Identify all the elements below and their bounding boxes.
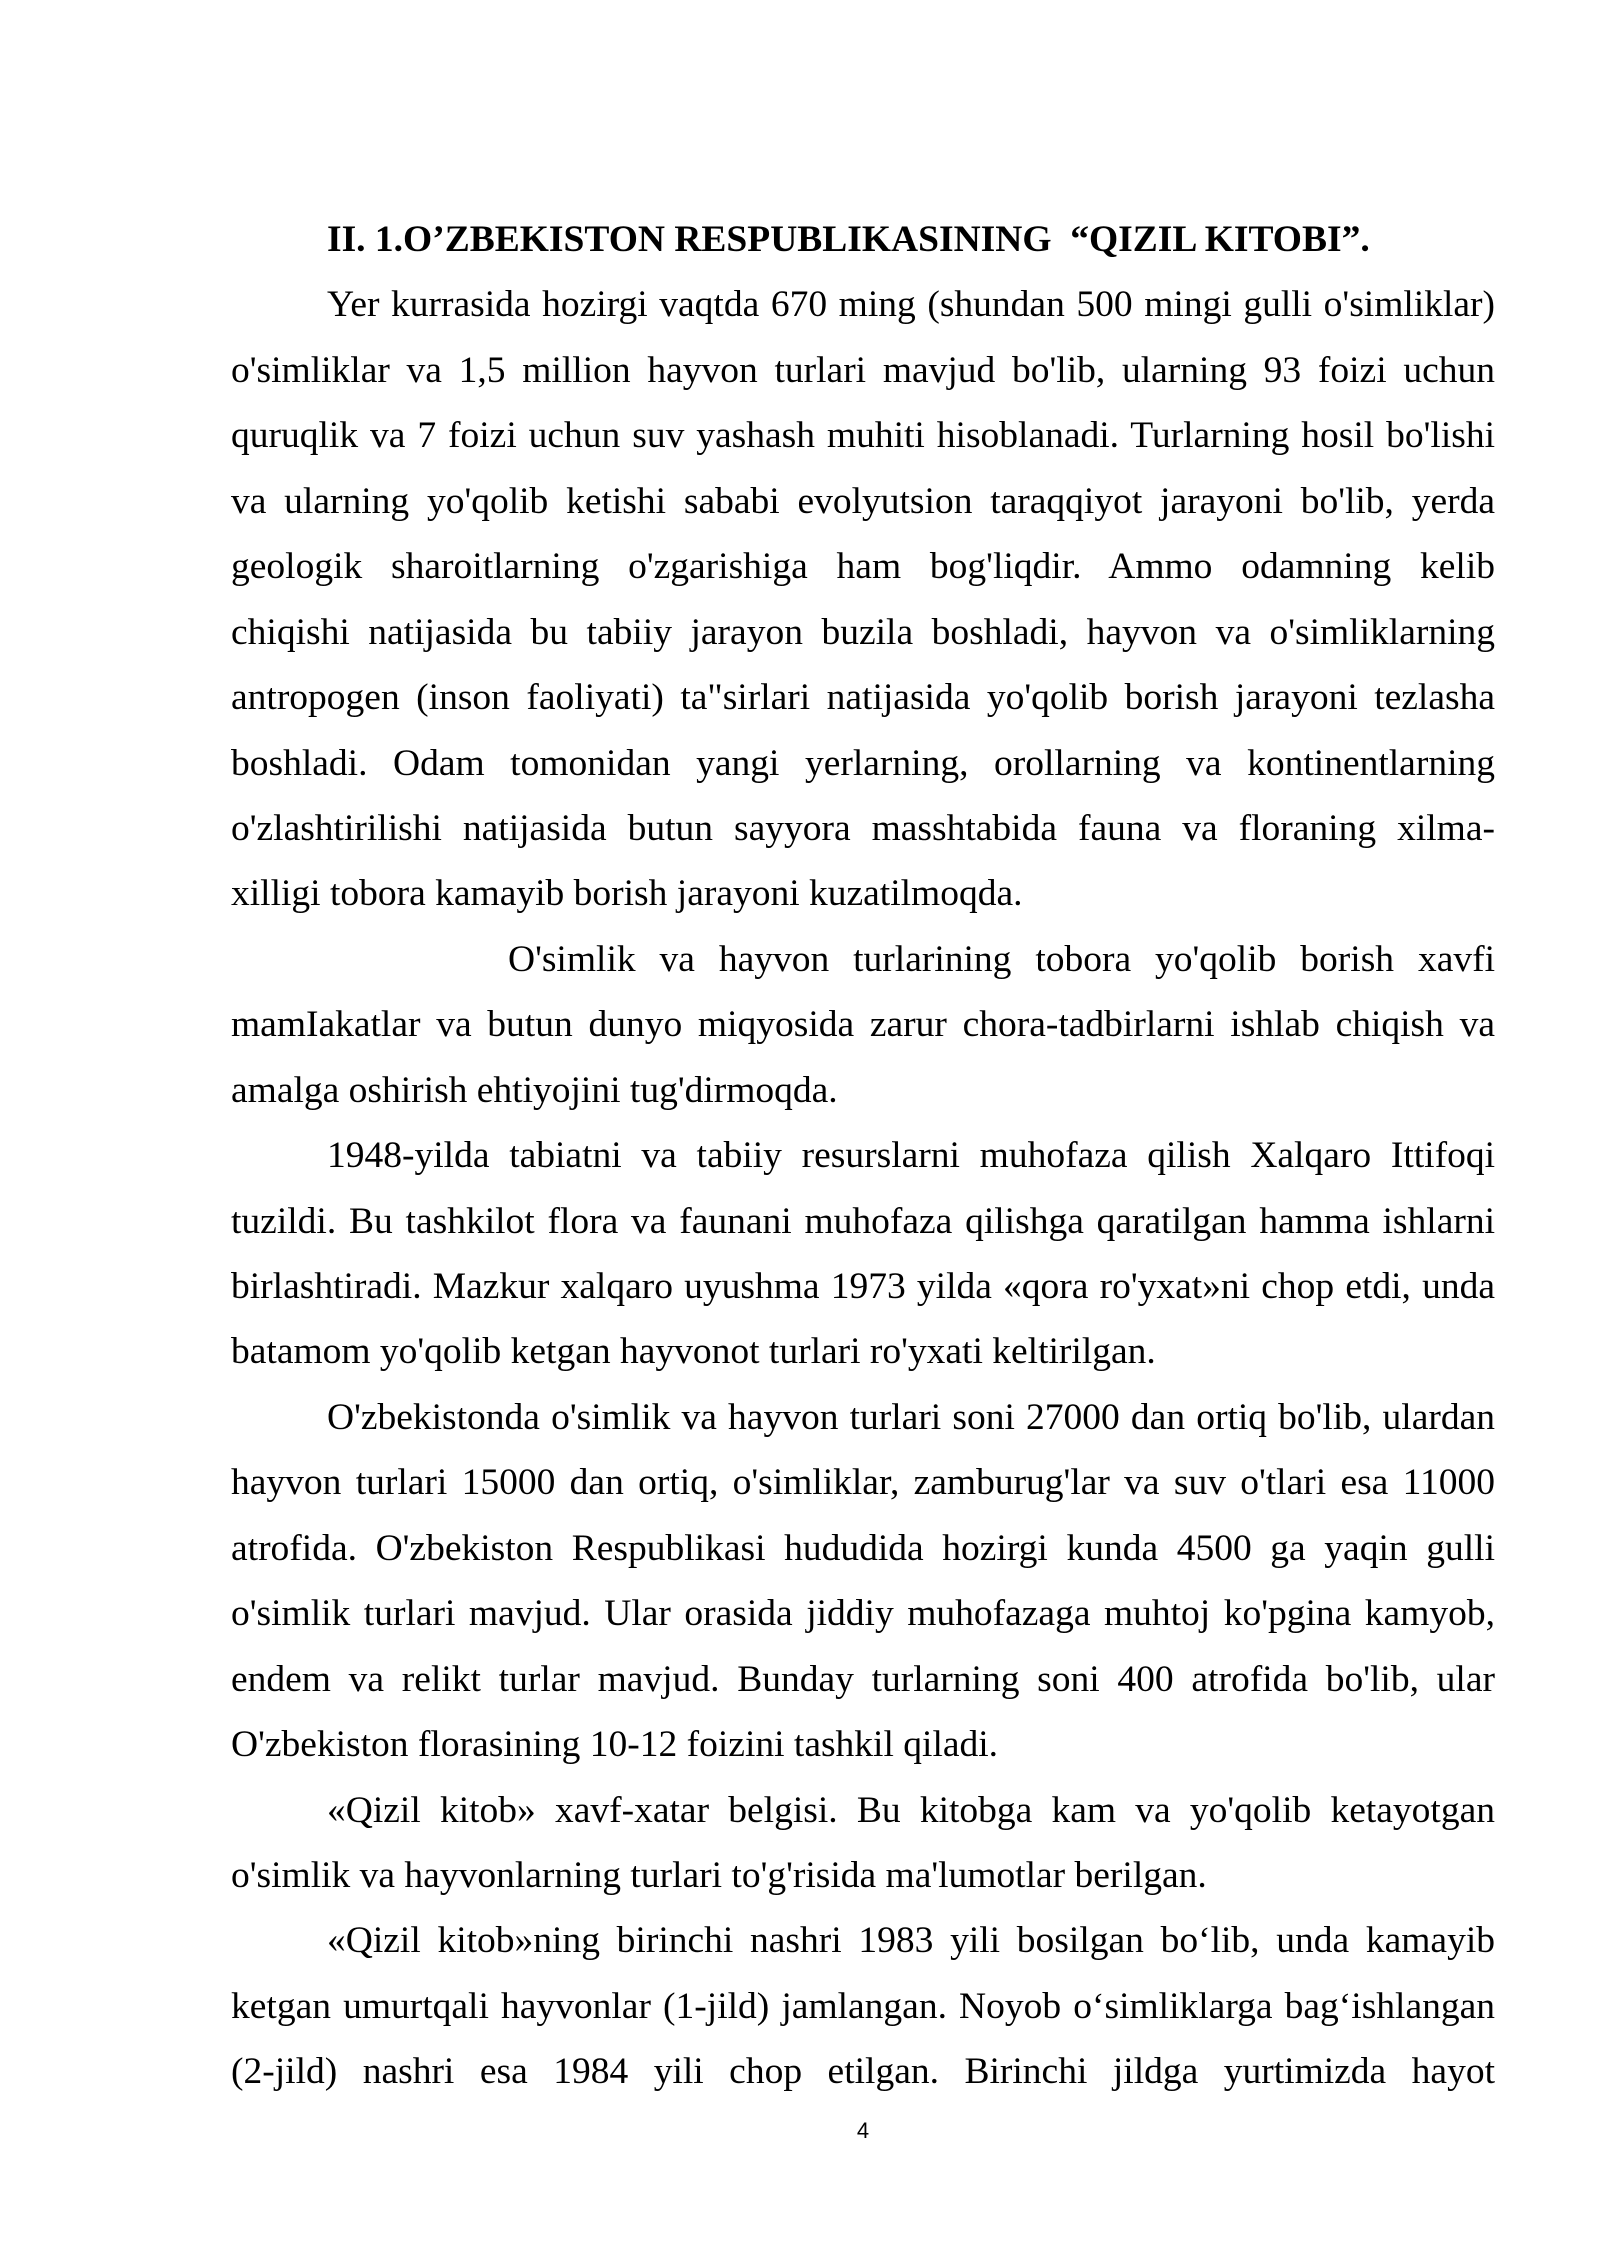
text-line: va ularning yo'qolib ketishi sababi evolyutsion taraqqiyot jarayoni bo'lib, yerda xyxy=(231,480,1495,522)
paragraph-2 xyxy=(231,927,1495,1123)
paragraph-6 xyxy=(231,1908,1495,2104)
text-line: o'zlashtirilishi natijasida butun sayyora masshtabida fauna va floraning xilma- xyxy=(231,807,1495,849)
text-line: «Qizil kitob» xavf-xatar belgisi. Bu kitobga kam va yo'qolib ketayotgan xyxy=(327,1789,1495,1831)
text-line: ketgan umurtqali hayvonlar (1-jild) jamlangan. Noyob o‘simliklarga bag‘ishlangan xyxy=(231,1985,1495,2027)
text-line: o'simliklar va 1,5 million hayvon turlari mavjud bo'lib, ularning 93 foizi uchun xyxy=(231,349,1495,391)
text-line: geologik sharoitlarning o'zgarishiga ham bog'liqdir. Ammo odamning kelib xyxy=(231,546,1495,588)
text-line: hayvon turlari 15000 dan ortiq, o'simliklar, zamburug'lar va suv o'tlari esa 11000 xyxy=(231,1462,1495,1504)
paragraph-4 xyxy=(231,1385,1495,1778)
text-line: endem va relikt turlar mavjud. Bunday turlarning soni 400 atrofida bo'lib, ular xyxy=(231,1658,1495,1700)
text-line: Yer kurrasida hozirgi vaqtda 670 ming (shundan 500 mingi gulli o'simliklar) xyxy=(327,284,1495,326)
text-line: xilligi tobora kamayib borish jarayoni kuzatilmoqda. xyxy=(231,873,1023,915)
text-line: birlashtiradi. Mazkur xalqaro uyushma 1973 yilda «qora ro'yxat»ni chop etdi, unda xyxy=(231,1266,1495,1307)
page-number: 4 xyxy=(856,2118,870,2143)
text-line: chiqishi natijasida bu tabiiy jarayon buzila boshladi, hayvon va o'simliklarning xyxy=(231,611,1495,653)
text-line: mamIakatlar va butun dunyo miqyosida zarur chora-tadbirlarni ishlab chiqish va xyxy=(231,1004,1495,1046)
text-line: (2-jild) nashri esa 1984 yili chop etilgan. Birinchi jildga yurtimizda hayot xyxy=(231,2051,1495,2093)
paragraph-3 xyxy=(231,1123,1495,1385)
text-line: O'zbekiston florasining 10-12 foizini tashkil qiladi. xyxy=(231,1724,999,1766)
text-line: «Qizil kitob»ning birinchi nashri 1983 yili bosilgan bo‘lib, unda kamayib xyxy=(327,1920,1495,1962)
text-line: O'zbekistonda o'simlik va hayvon turlari soni 27000 dan ortiq bo'lib, ulardan xyxy=(327,1396,1495,1438)
section-title: II. 1.O’ZBEKISTON RESPUBLIKASINING “QIZIL KITOBI”. xyxy=(327,219,1370,260)
text-line: antropogen (inson faoliyati) ta"sirlari natijasida yo'qolib borish jarayoni tezlasha xyxy=(231,677,1495,719)
text-line: batamom yo'qolib ketgan hayvonot turlari ro'yxati keltirilgan. xyxy=(231,1331,1156,1373)
text-line: o'simlik va hayvonlarning turlari to'g'risida ma'lumotlar berilgan. xyxy=(231,1854,1207,1896)
text-line: o'simlik turlari mavjud. Ular orasida jiddiy muhofazaga muhtoj ko'pgina kamyob, xyxy=(231,1593,1495,1635)
paragraph-1 xyxy=(231,272,1495,926)
text-line: tuzildi. Bu tashkilot flora va faunani muhofaza qilishga qaratilgan hamma ishlarni xyxy=(231,1200,1495,1242)
document-body xyxy=(231,207,1495,2105)
text-line: O'simlik va hayvon turlarining tobora yo'qolib borish xavfi xyxy=(508,938,1495,980)
text-line: amalga oshirish ehtiyojini tug'dirmoqda. xyxy=(231,1069,838,1111)
text-line: atrofida. O'zbekiston Respublikasi hududida hozirgi kunda 4500 ga yaqin gulli xyxy=(231,1527,1495,1569)
text-line: 1948-yilda tabiatni va tabiiy resurslarni muhofaza qilish Xalqaro Ittifoqi xyxy=(327,1135,1495,1177)
paragraph-5 xyxy=(231,1778,1495,1909)
text-line: quruqlik va 7 foizi uchun suv yashash muhiti hisoblanadi. Turlarning hosil bo'lishi xyxy=(231,415,1495,457)
text-line: boshladi. Odam tomonidan yangi yerlarning, orollarning va kontinentlarning xyxy=(231,742,1495,784)
